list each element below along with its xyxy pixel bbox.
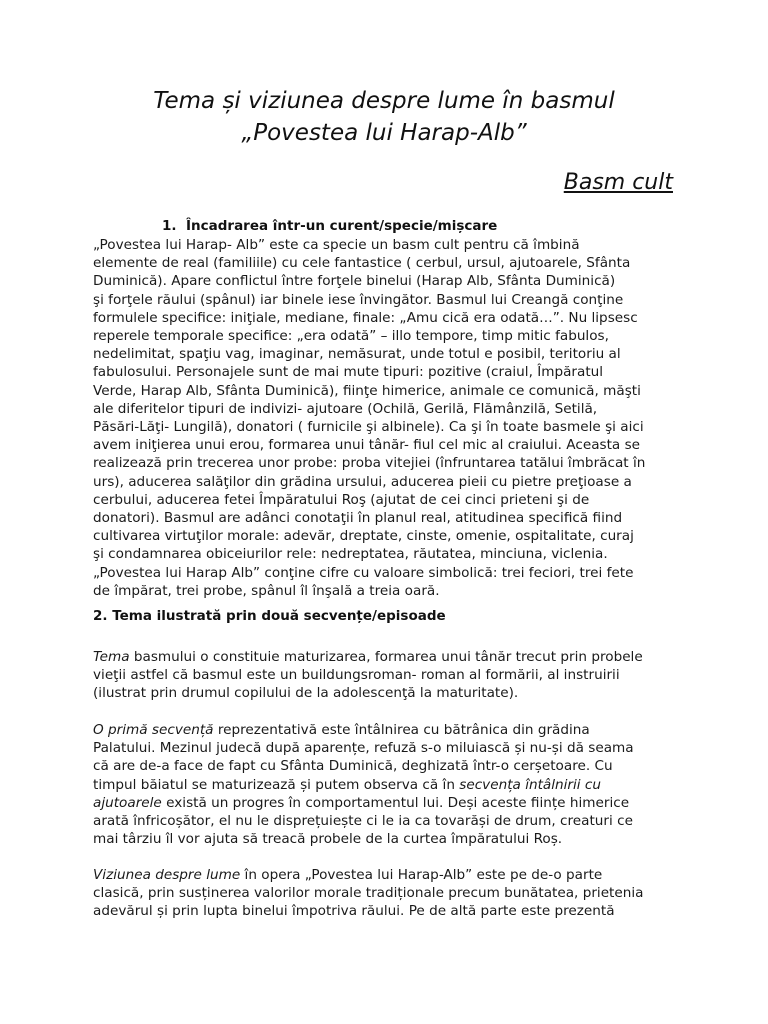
section-1-paragraph (93, 236, 693, 600)
paragraph-line: Verde, Harap Alb, Sfânta Duminică), fiinţe himerice, animale ce comunică, măşti (93, 382, 641, 399)
paragraph-line: avem iniţierea unui erou, formarea unui tânăr- fiul cel mic al craiului. Aceasta se (93, 437, 641, 454)
paragraph-line (93, 648, 693, 666)
paragraph-line: nedelimitat, spaţiu vag, imaginar, nemăsurat, unde totul e posibil, teritoriu al (93, 346, 621, 363)
section-2-heading: 2. Tema ilustrată prin două secvențe/episoade (93, 608, 446, 624)
paragraph-line: Păsări-Lăţi- Lungilă), donatori ( furnicile şi albinele). Ca şi în toate basmele şi aici (93, 419, 644, 436)
italic-term: secvența întâlnirii cu (459, 776, 601, 793)
paragraph-line: Duminică). Apare conflictul între forţele binelui (Harap Alb, Sfânta Duminică) (93, 273, 616, 290)
paragraph-line: că are de-a face de fapt cu Sfânta Duminică, deghizată într-o cerșetoare. Cu (93, 758, 613, 775)
paragraph-line: vieţii astfel că basmul este un buildungsroman- roman al formării, al instruirii (93, 667, 620, 684)
line-text: timpul băiatul se maturizează și putem observa că în (93, 776, 460, 793)
document-title-line-1: Tema și viziunea despre lume în basmul (153, 88, 615, 114)
italic-term: O primă secvență (93, 722, 214, 738)
paragraph-line: adevărul și prin lupta binelui împotriva răului. Pe de altă parte este prezentă (93, 903, 615, 920)
line-text: basmului o constituie maturizarea, formarea unui tânăr trecut prin probele (129, 649, 643, 665)
italic-term: ajutoarele (93, 794, 162, 811)
paragraph-line: donatori). Basmul are adânci conotaţii în planul real, atitudinea specifică fiind (93, 510, 623, 527)
paragraph-secventa (93, 721, 693, 848)
paragraph-line: cerbului, aducerea fetei Împăratului Roş (ajutat de cei cinci prieteni şi de (93, 491, 590, 508)
section-1-heading (162, 218, 497, 234)
line-text: există un progres în comportamentul lui. Deși aceste ființe himerice (161, 794, 630, 811)
section-1-heading-text: Încadrarea într-un curent/specie/mișcare (186, 218, 498, 234)
paragraph-line: (ilustrat prin drumul copilului de la adolescenţă la maturitate). (93, 685, 519, 702)
paragraph-line: şi forţele răului (spânul) iar binele iese învingător. Basmul lui Creangă conţine (93, 291, 624, 308)
paragraph-line: şi condamnarea obiceiurilor rele: nedreptatea, răutatea, minciuna, viclenia. (93, 546, 608, 563)
paragraph-tema (93, 648, 693, 703)
paragraph-line: mai târziu îl vor ajuta să treacă probele de la curtea împăratului Roș. (93, 831, 563, 848)
paragraph-line (93, 721, 693, 739)
paragraph-line: clasică, prin susținerea valorilor morale tradiționale precum bunătatea, prietenia (93, 885, 644, 902)
paragraph-line: urs), aducerea salăţilor din grădina ursului, aducerea pieii cu pietre preţioase a (93, 473, 632, 490)
line-text: reprezentativă este întâlnirea cu bătrânica din grădina (213, 722, 590, 738)
paragraph-line: „Povestea lui Harap- Alb” este ca specie un basm cult pentru că îmbină (93, 237, 580, 253)
section-1-number: 1. (162, 218, 177, 234)
document-subtitle: Basm cult (563, 170, 673, 195)
document-title-line-2: „Povestea lui Harap-Alb” (241, 120, 527, 146)
paragraph-line (93, 776, 693, 794)
paragraph-line (93, 794, 693, 812)
paragraph-line: elemente de real (familiile) cu cele fantastice ( cerbul, ursul, ajutoarele, Sfânta (93, 255, 631, 272)
italic-term: Tema (93, 649, 130, 665)
paragraph-line: de împărat, trei probe, spânul îl înşală a treia oară. (93, 582, 440, 599)
paragraph-line: ale diferitelor tipuri de indivizi- ajutoare (Ochilă, Gerilă, Flămânzilă, Setilă, (93, 400, 598, 417)
paragraph-line: „Povestea lui Harap Alb” conţine cifre cu valoare simbolică: trei feciori, trei fete (93, 564, 634, 581)
paragraph-line: fabulosului. Personajele sunt de mai mute tipuri: pozitive (craiul, Împăratul (93, 364, 604, 381)
paragraph-line: cultivarea virtuţilor morale: adevăr, dreptate, cinste, omenie, ospitalitate, curaj (93, 528, 634, 545)
paragraph-line: formulele specifice: iniţiale, mediane, finale: „Amu cică era odată…”. Nu lipsesc (93, 309, 638, 326)
italic-term: Viziunea despre lume (93, 867, 241, 883)
paragraph-line: realizează prin trecerea unor probe: proba vitejiei (înfruntarea tatălui îmbrăcat în (93, 455, 646, 472)
paragraph-line (93, 866, 693, 884)
paragraph-line: Palatului. Mezinul judecă după aparențe, refuză s-o miluiască și nu-și dă seama (93, 740, 634, 757)
paragraph-viziune (93, 866, 693, 921)
line-text: în opera „Povestea lui Harap-Alb” este pe de-o parte (240, 867, 603, 883)
paragraph-line: arată înfricoșător, el nu le disprețuiește ci le ia ca tovarăși de drum, creaturi ce (93, 813, 633, 830)
paragraph-line: reperele temporale specifice: „era odată” – illo tempore, timp mitic fabulos, (93, 328, 609, 345)
